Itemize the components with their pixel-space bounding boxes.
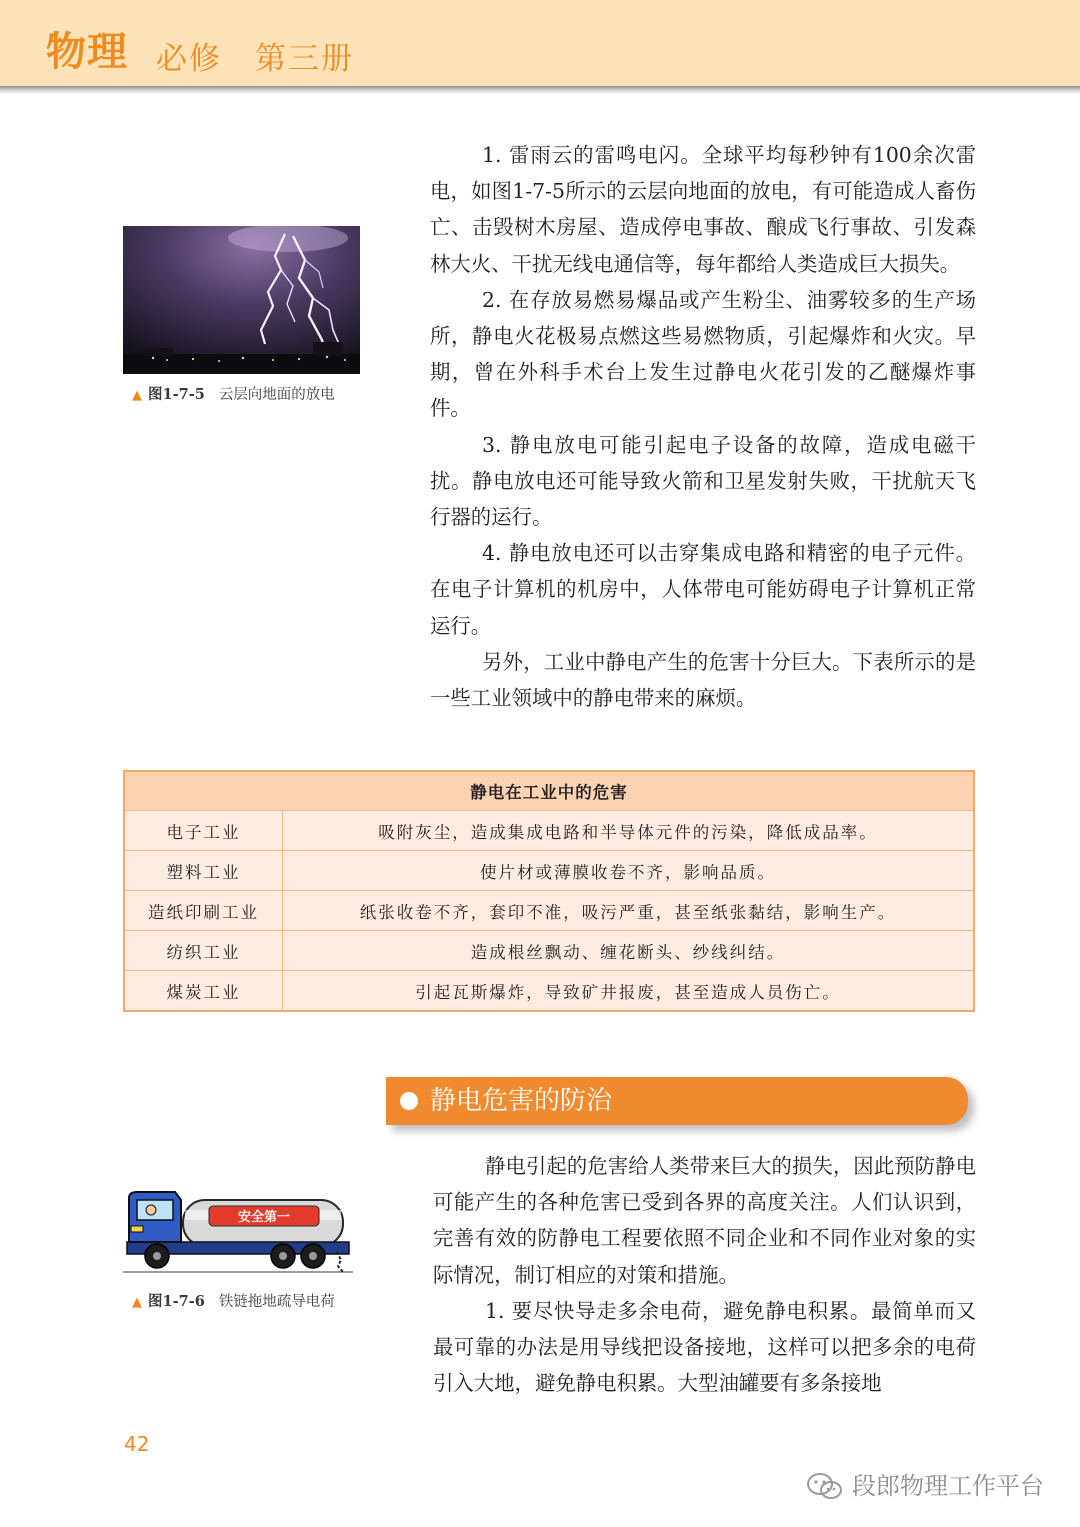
paragraph: 另外，工业中静电产生的危害十分巨大。下表所示的是一些工业领域中的静电带来的麻烦。 — [430, 649, 976, 711]
paragraph: 4. 静电放电还可以击穿集成电路和精密的电子元件。在电子计算机的机房中，人体带电可能妨碍电子计算机正常运行。 — [430, 541, 976, 638]
body-text-bottom — [433, 1148, 976, 1401]
industry-cell: 造纸印刷工业 — [124, 891, 283, 931]
paragraph: 2. 在存放易燃易爆品或产生粉尘、油雾较多的生产场所，静电火花极易点燃这些易燃物质，引起爆炸和火灾。早期，曾在外科手术台上发生过静电火花引发的乙醚爆炸事件。 — [430, 287, 976, 421]
table-row — [124, 891, 974, 931]
table-row — [124, 971, 974, 1012]
industry-cell: 塑料工业 — [124, 851, 283, 891]
watermark-text: 段郎物理工作平台 — [852, 1472, 1044, 1500]
table-row — [124, 811, 974, 851]
hazard-cell: 纸张收卷不齐，套印不准，吸污严重，甚至纸张黏结，影响生产。 — [283, 891, 975, 931]
watermark — [806, 1466, 1044, 1502]
paragraph: 1. 要尽快导走多余电荷，避免静电积累。最简单而又最可靠的办法是用导线把设备接地，这样可以把多余的电荷引入大地，避免静电积累。大型油罐要有多条接地 — [433, 1298, 976, 1396]
industry-cell: 煤炭工业 — [124, 971, 283, 1012]
hazard-cell: 造成根丝飘动、缠花断头、纱线纠结。 — [283, 931, 975, 971]
page-header — [0, 0, 1080, 86]
table-row — [124, 851, 974, 891]
paragraph: 静电引起的危害给人类带来巨大的损失，因此预防静电可能产生的各种危害已受到各界的高度关注。人们认识到，完善有效的防静电工程要依照不同企业和不同作业对象的实际情况，制订相应的对策和措施。 — [433, 1154, 976, 1287]
section-heading — [386, 1077, 968, 1125]
table-row — [124, 931, 974, 971]
hazard-cell: 使片材或薄膜收卷不齐，影响品质。 — [283, 851, 975, 891]
triangle-icon: ▲ — [132, 1295, 142, 1310]
industry-cell: 电子工业 — [124, 811, 283, 851]
hazard-table — [123, 770, 975, 1012]
paragraph: 1. 雷雨云的雷鸣电闪。全球平均每秒钟有100余次雷电，如图1-7-5所示的云层向地面的放电，有可能造成人畜伤亡、击毁树木房屋、造成停电事故、酿成飞行事故、引发森林大火、干扰无线电通信等，每年都给人类造成巨大损失。 — [430, 143, 976, 276]
book-subject: 物理 — [46, 29, 128, 75]
book-volume: 必修 第三册 — [156, 41, 354, 77]
header-divider — [0, 86, 1080, 94]
figure-caption: ▲ 图1-7-5 云层向地面的放电 — [132, 386, 335, 403]
section-title: 静电危害的防治 — [430, 1086, 613, 1116]
bullet-icon — [400, 1092, 418, 1110]
triangle-icon: ▲ — [132, 388, 142, 403]
hazard-cell: 吸附灰尘，造成集成电路和半导体元件的污染，降低成品率。 — [283, 811, 975, 851]
wechat-icon — [806, 1472, 844, 1502]
body-text-top — [430, 137, 976, 716]
figure-caption: ▲ 图1-7-6 铁链拖地疏导电荷 — [132, 1293, 335, 1310]
hazard-cell: 引起瓦斯爆炸，导致矿井报废，甚至造成人员伤亡。 — [283, 971, 975, 1012]
paragraph: 3. 静电放电可能引起电子设备的故障，造成电磁干扰。静电放电还可能导致火箭和卫星发射失败，干扰航天飞行器的运行。 — [430, 432, 976, 530]
lightning-photo — [123, 226, 360, 374]
table-title: 静电在工业中的危害 — [124, 771, 974, 811]
page-number: 42 — [124, 1432, 150, 1456]
truck-illustration — [123, 1186, 353, 1278]
truck-sign: 安全第一 — [237, 1210, 291, 1225]
industry-cell: 纺织工业 — [124, 931, 283, 971]
